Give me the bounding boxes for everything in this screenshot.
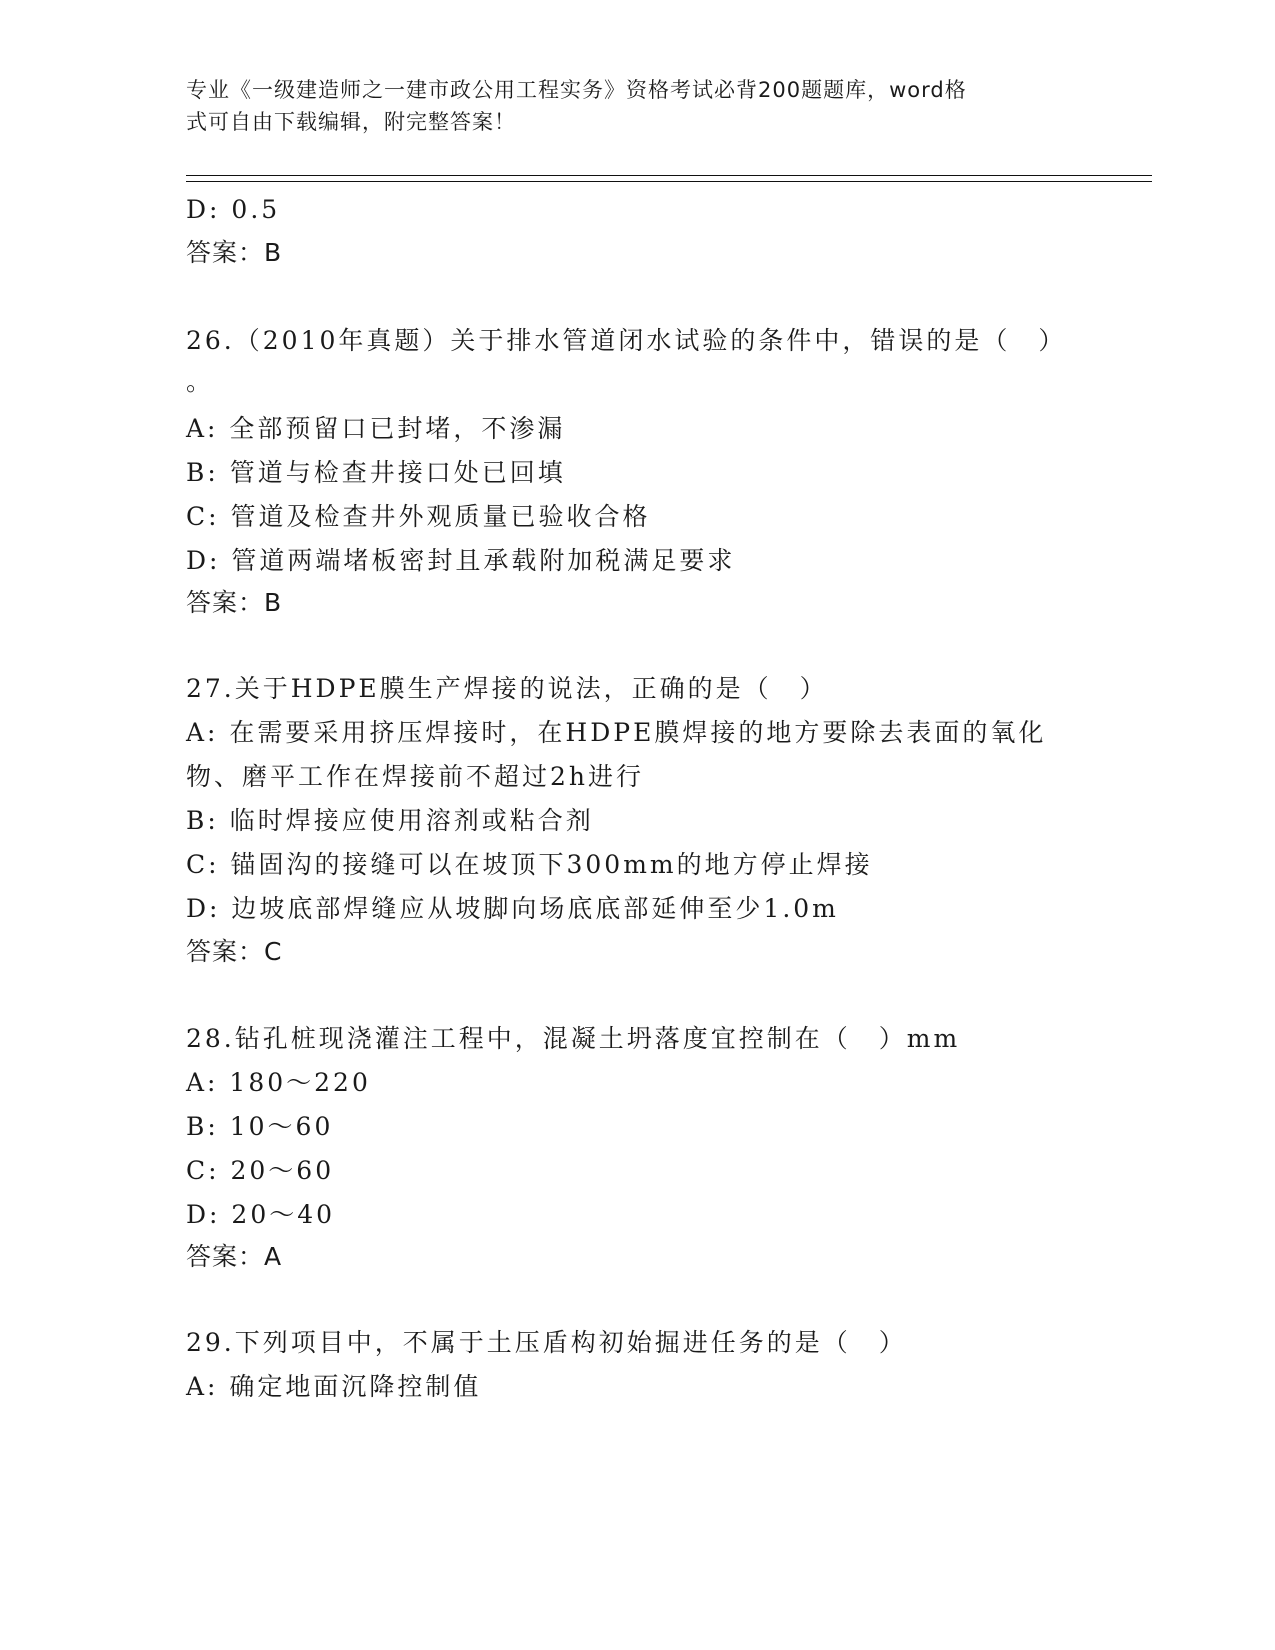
q26-option-d: D: 管道两端堵板密封且承载附加税满足要求	[186, 546, 736, 575]
q28-stem: 28.钻孔桩现浇灌注工程中，混凝土坍落度宜控制在（ ）mm	[186, 1024, 961, 1053]
q27-option-a: A: 在需要采用挤压焊接时，在HDPE膜焊接的地方要除去表面的氧化	[186, 718, 1047, 747]
header-rule-bottom	[186, 181, 1152, 182]
q25-option-d: D: 0.5	[186, 195, 281, 224]
q28-answer: 答案：A	[186, 1242, 283, 1271]
header-line-2: 式可自由下载编辑，附完整答案！	[186, 110, 516, 134]
q27-option-b: B: 临时焊接应使用溶剂或粘合剂	[186, 806, 594, 835]
q27-answer: 答案：C	[186, 937, 283, 966]
q26-option-b: B: 管道与检查井接口处已回填	[186, 458, 566, 487]
q25-answer: 答案：B	[186, 238, 283, 267]
header-line-1: 专业《一级建造师之一建市政公用工程实务》资格考试必背200题题库，word格	[186, 78, 967, 102]
q26-option-c: C: 管道及检查井外观质量已验收合格	[186, 502, 651, 531]
header-rule-top	[186, 175, 1152, 176]
document-header	[186, 74, 1076, 138]
q26-stem-continuation: 。	[186, 367, 215, 396]
q29-option-a: A: 确定地面沉降控制值	[186, 1372, 482, 1401]
q28-option-a: A: 180～220	[186, 1068, 371, 1097]
q27-option-c: C: 锚固沟的接缝可以在坡顶下300mm的地方停止焊接	[186, 850, 873, 879]
q28-option-c: C: 20～60	[186, 1156, 335, 1185]
q28-option-b: B: 10～60	[186, 1112, 334, 1141]
q27-stem: 27.关于HDPE膜生产焊接的说法，正确的是（ ）	[186, 674, 828, 703]
q27-option-a-continuation: 物、磨平工作在焊接前不超过2h进行	[186, 762, 645, 791]
q28-option-d: D: 20～40	[186, 1200, 336, 1229]
q26-stem: 26.（2010年真题）关于排水管道闭水试验的条件中，错误的是（ ）	[186, 326, 1067, 355]
q27-option-d: D: 边坡底部焊缝应从坡脚向场底底部延伸至少1.0m	[186, 894, 839, 923]
q29-stem: 29.下列项目中，不属于土压盾构初始掘进任务的是（ ）	[186, 1328, 907, 1357]
q26-answer: 答案：B	[186, 588, 283, 617]
q26-option-a: A: 全部预留口已封堵，不渗漏	[186, 414, 566, 443]
